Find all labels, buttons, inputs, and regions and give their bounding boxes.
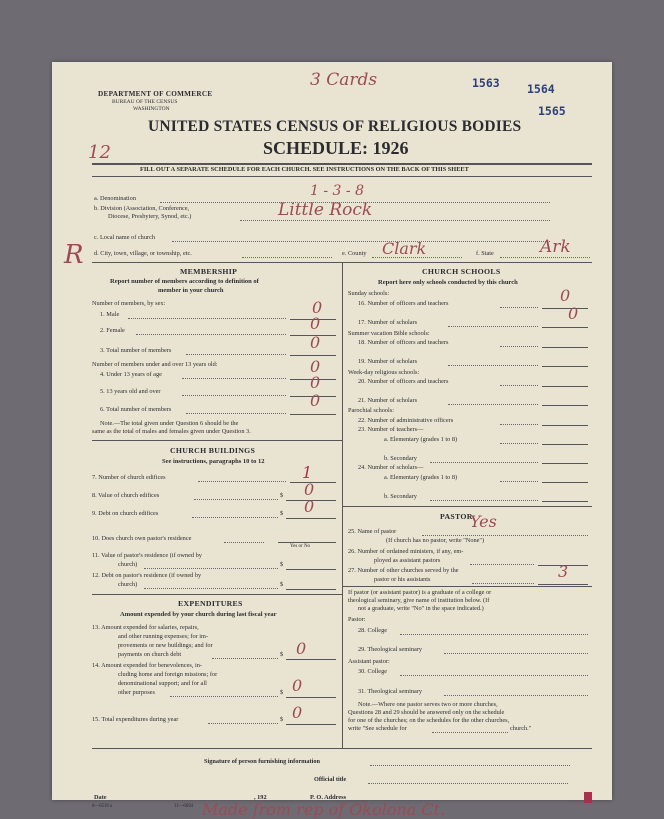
q31-label: 31. Theological seminary xyxy=(358,688,423,695)
pastor-note-1: Note.—Where one pastor serves two or more churches, xyxy=(358,701,498,708)
q1-value: 0 xyxy=(312,298,323,317)
membership-heading: MEMBERSHIP xyxy=(180,267,238,276)
q3-label: 3. Total number of members xyxy=(100,347,172,354)
parochial-label: Parochial schools: xyxy=(348,407,394,414)
q13-dollar: $ xyxy=(280,651,284,658)
q13-value: 0 xyxy=(296,639,307,658)
schools-sub: Report here only schools conducted by this church xyxy=(378,279,518,286)
q6-label: 6. Total number of members xyxy=(100,406,172,413)
pastor-heading: PASTOR xyxy=(440,512,473,521)
local-name-label: c. Local name of church xyxy=(94,234,156,241)
college-instruction-3: not a graduate, write "No" in the space indicated.) xyxy=(358,605,484,612)
form-title: UNITED STATES CENSUS OF RELIGIOUS BODIES xyxy=(148,118,522,135)
q27-value: 3 xyxy=(558,562,569,581)
q12-dollar: $ xyxy=(280,581,284,588)
q19-label: 19. Number of scholars xyxy=(358,358,418,365)
instruction-line: FILL OUT A SEPARATE SCHEDULE FOR EACH CHURCH. SEE INSTRUCTIONS ON THE BACK OF THIS SHEET xyxy=(140,166,469,173)
q14-label: 14. Amount expended for benevolences, in- xyxy=(92,662,202,669)
by-sex-label: Number of members, by sex: xyxy=(92,300,166,307)
expenditures-heading: EXPENDITURES xyxy=(178,599,243,608)
q13-label-2: and other running expenses; for im- xyxy=(118,633,209,640)
q2-value: 0 xyxy=(310,314,321,333)
q27-label-2: pastor or his assistants xyxy=(374,576,431,583)
college-instruction-2: theological seminary, give name of institution below. (If xyxy=(348,597,490,604)
q11-label: 11. Value of pastor's residence (if owned by xyxy=(92,552,202,559)
division-value: Little Rock xyxy=(278,200,373,220)
denomination-value: 1 - 3 - 8 xyxy=(310,183,364,199)
division-label: b. Division (Association, Conference, xyxy=(94,205,190,212)
q15-dollar: $ xyxy=(280,716,284,723)
yes-no-hint: Yes or No xyxy=(290,544,311,549)
county-label: e. County xyxy=(342,250,367,257)
state-label: f. State xyxy=(476,250,494,257)
official-title-label: Official title xyxy=(314,776,347,783)
date-year: , 192 xyxy=(254,794,267,801)
q27-label: 27. Number of other churches served by the xyxy=(348,567,459,574)
by-age-label: Number of members under and over 13 years old: xyxy=(92,361,218,368)
weekday-label: Week-day religious schools: xyxy=(348,369,420,376)
q4-label: 4. Under 13 years of age xyxy=(100,371,162,378)
q10-label: 10. Does church own pastor's residence xyxy=(92,535,192,542)
instruction-rule xyxy=(92,176,592,177)
q26-label: 26. Number of ordained ministers, if any, em- xyxy=(348,548,464,555)
q22-label: 22. Number of administrative officers xyxy=(358,417,454,424)
pastor-note-3: for one of the churches; on the schedules for the other churches, xyxy=(348,717,510,724)
census-schedule-sheet xyxy=(52,62,612,819)
division-label-2: Diocese, Presbytery, Synod, etc.) xyxy=(108,213,192,220)
q17-value: 0 xyxy=(568,304,579,323)
q1-label: 1. Male xyxy=(100,311,120,318)
denomination-label: a. Denomination xyxy=(94,195,136,202)
q17-label: 17. Number of scholars xyxy=(358,319,418,326)
q8-label: 8. Value of church edifices xyxy=(92,492,160,499)
summer-label: Summer vacation Bible schools: xyxy=(348,330,430,337)
q9-value: 0 xyxy=(304,497,315,516)
q25-hint: (If church has no pastor, write "None") xyxy=(386,537,485,544)
q14-value: 0 xyxy=(292,676,303,695)
q9-dollar: $ xyxy=(280,510,284,517)
q14-label-2: cluding home and foreign missions; for xyxy=(118,671,218,678)
q18-label: 18. Number of officers and teachers xyxy=(358,339,449,346)
q24-label: 24. Number of scholars— xyxy=(358,464,424,471)
q26-label-2: ployed as assistant pastors xyxy=(374,557,441,564)
city-mark: R xyxy=(64,240,84,270)
q3-value: 0 xyxy=(310,333,321,352)
q15-value: 0 xyxy=(292,703,303,722)
q2-label: 2. Female xyxy=(100,327,125,334)
schedule-title: SCHEDULE: 1926 xyxy=(263,138,409,158)
q8-dollar: $ xyxy=(280,492,284,499)
q29-label: 29. Theological seminary xyxy=(358,646,423,653)
pastor-note-2: Questions 28 and 29 should be answered only on the schedule xyxy=(348,709,505,716)
q8-value: 0 xyxy=(304,480,315,499)
q28-label: 28. College xyxy=(358,627,388,634)
q12-label: 12. Debt on pastor's residence (if owned by xyxy=(92,572,202,579)
schools-heading: CHURCH SCHOOLS xyxy=(422,267,501,276)
buildings-heading: CHURCH BUILDINGS xyxy=(170,446,256,455)
q23a-label: a. Elementary (grades 1 to 8) xyxy=(384,436,458,443)
q9-label: 9. Debt on church edifices xyxy=(92,510,159,517)
red-tab-mark xyxy=(584,792,592,803)
location-label: WASHINGTON xyxy=(133,106,170,112)
q30-label: 30. College xyxy=(358,668,388,675)
q21-label: 21. Number of scholars xyxy=(358,397,418,404)
q23b-label: b. Secondary xyxy=(384,455,417,462)
q16-value: 0 xyxy=(560,286,571,305)
college-instruction-1: If pastor (or assistant pastor) is a graduate of a college or xyxy=(348,589,492,596)
q6-value: 0 xyxy=(310,391,321,410)
q11-dollar: $ xyxy=(280,561,284,568)
form-number: 8—6518 a xyxy=(92,804,113,809)
q12-label-2: church) xyxy=(118,581,138,588)
po-address-label: P. O. Address xyxy=(310,794,347,801)
q16-label: 16. Number of officers and teachers xyxy=(358,300,449,307)
q15-label: 15. Total expenditures during year xyxy=(92,716,179,723)
membership-note-2: same as the total of males and females given under Question 3. xyxy=(92,428,251,435)
bureau-label: BUREAU OF THE CENSUS xyxy=(112,99,178,105)
q7-value: 1 xyxy=(302,463,313,482)
q20-label: 20. Number of officers and teachers xyxy=(358,378,449,385)
membership-sub-2: member in your church xyxy=(158,287,224,294)
county-value: Clark xyxy=(382,239,427,258)
section-rule-bottom xyxy=(92,748,592,749)
q14-label-4: other purposes xyxy=(118,689,155,696)
pastor-note-4: write "See schedule for xyxy=(348,725,407,732)
print-number: 11—6694 xyxy=(174,804,194,809)
membership-sub-1: Report number of members according to definition of xyxy=(110,278,259,285)
q11-label-2: church) xyxy=(118,561,138,568)
q13-label-3: provements or new buildings; and for xyxy=(118,642,213,649)
q7-label: 7. Number of church edifices xyxy=(92,474,166,481)
column-divider xyxy=(342,262,343,748)
q14-label-3: denominational support; and for all xyxy=(118,680,207,687)
q25-value: Yes xyxy=(470,512,497,531)
q4-value: 0 xyxy=(310,357,321,376)
page-mark: 12 xyxy=(88,142,111,163)
q13-label: 13. Amount expended for salaries, repairs, xyxy=(92,624,199,631)
q5-label: 5. 13 years old and over xyxy=(100,388,161,395)
q24a-label: a. Elementary (grades 1 to 8) xyxy=(384,474,458,481)
assistant-subheading: Assistant pastor: xyxy=(348,658,390,665)
q24b-label: b. Secondary xyxy=(384,493,417,500)
department-label: DEPARTMENT OF COMMERCE xyxy=(98,90,213,98)
q13-label-4: payments on church debt xyxy=(118,651,182,658)
q5-value: 0 xyxy=(310,373,321,392)
expenditures-sub: Amount expended by your church during last fiscal year xyxy=(120,611,277,618)
state-value: Ark xyxy=(540,237,571,257)
stamp-number-3: 1565 xyxy=(538,104,566,118)
signature-label: Signature of person furnishing information xyxy=(204,758,321,765)
stamp-number-1: 1563 xyxy=(472,76,500,90)
stamp-number-2: 1564 xyxy=(527,82,555,96)
cards-note: 3 Cards xyxy=(310,70,378,90)
header-rule xyxy=(92,163,592,165)
pastor-subheading: Pastor: xyxy=(348,616,366,623)
pastor-note-5: church." xyxy=(510,725,532,732)
buildings-sub: See instructions, paragraphs 10 to 12 xyxy=(162,458,265,465)
date-label: Date xyxy=(94,794,107,801)
q14-dollar: $ xyxy=(280,689,284,696)
city-label: d. City, town, village, or township, etc. xyxy=(94,250,192,257)
q23-label: 23. Number of teachers— xyxy=(358,426,424,433)
handwritten-note: Made from rep of Okolona Ct. xyxy=(202,800,446,819)
q25-label: 25. Name of pastor xyxy=(348,528,397,535)
sunday-label: Sunday schools: xyxy=(348,290,390,297)
membership-note-1: Note.—The total given under Question 6 should be the xyxy=(100,420,239,427)
